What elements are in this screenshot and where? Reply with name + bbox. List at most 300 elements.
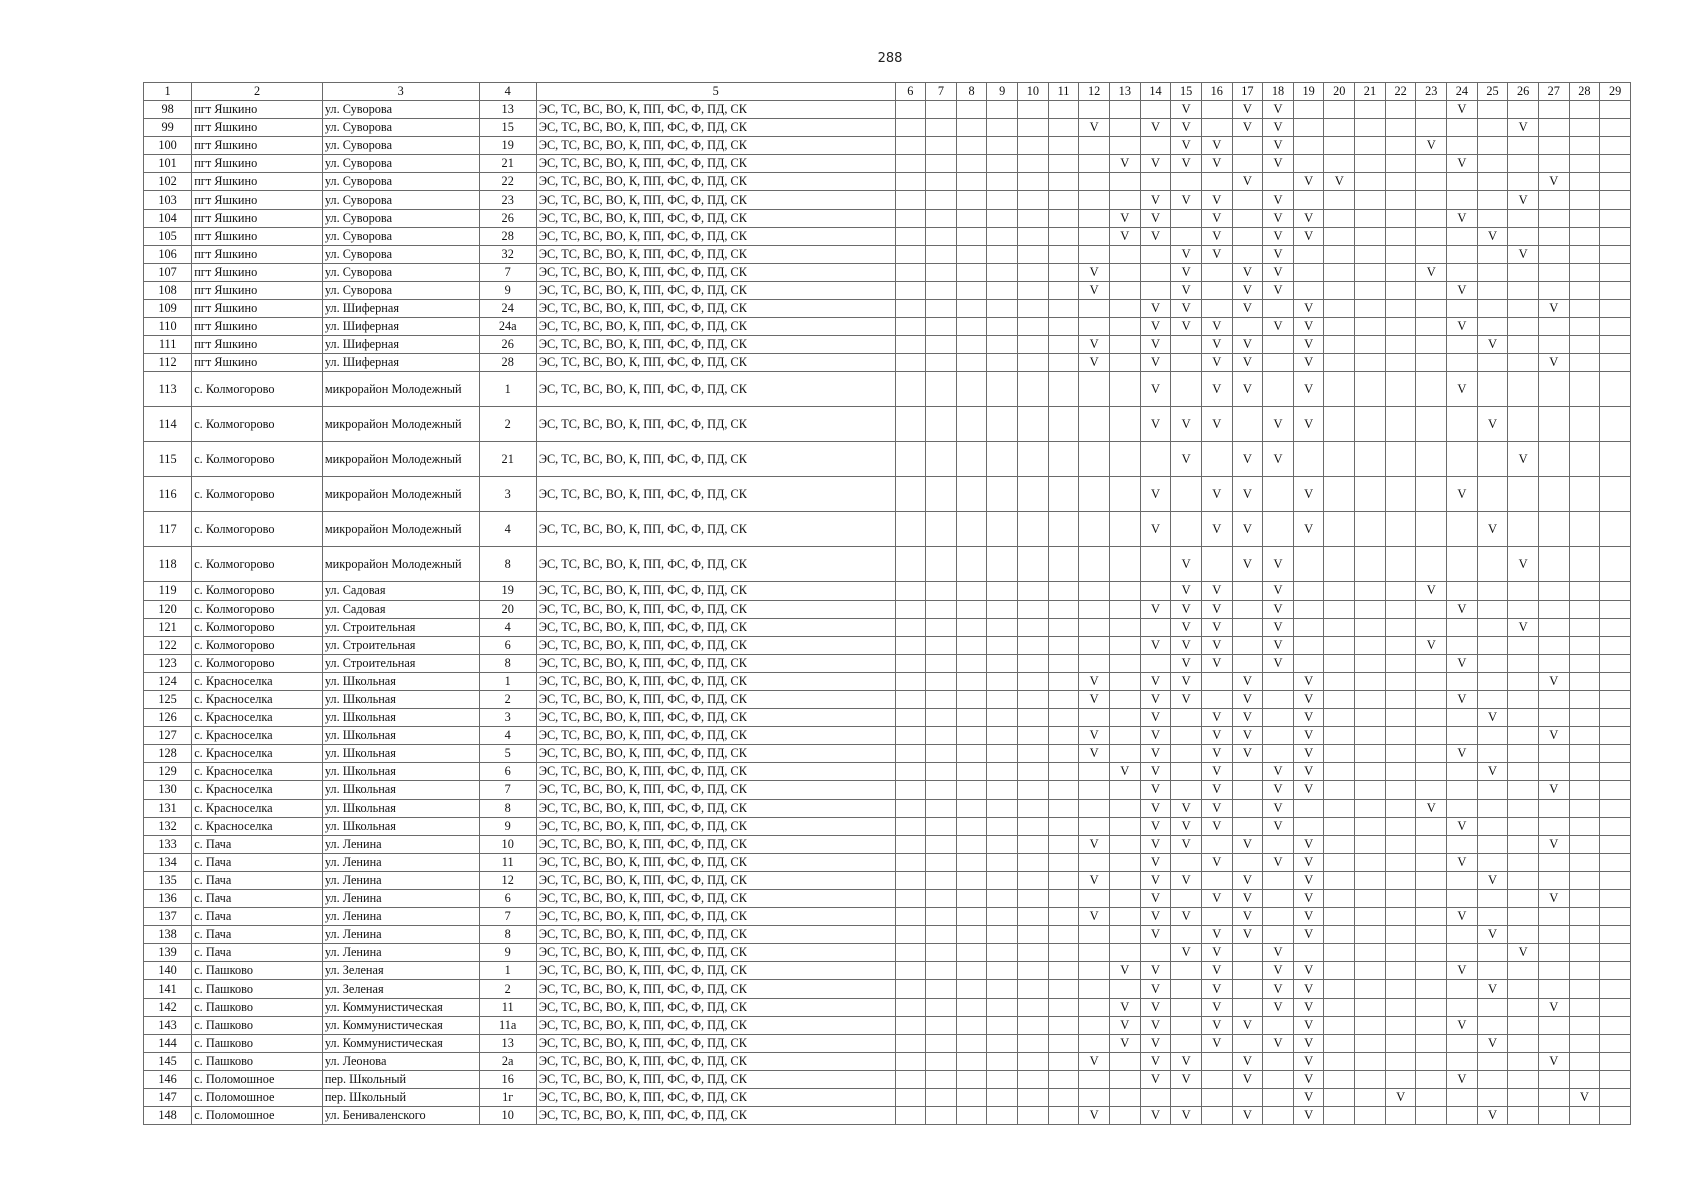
street-cell: ул. Суворова bbox=[322, 119, 479, 137]
street-cell: ул. Школьная bbox=[322, 672, 479, 690]
check-mark-cell: V bbox=[1171, 137, 1202, 155]
empty-cell bbox=[1355, 1052, 1386, 1070]
empty-cell bbox=[1569, 354, 1600, 372]
empty-cell bbox=[1385, 354, 1416, 372]
empty-cell bbox=[1110, 600, 1141, 618]
street-cell: ул. Суворова bbox=[322, 191, 479, 209]
house-number-cell: 11а bbox=[479, 1016, 536, 1034]
empty-cell bbox=[1569, 101, 1600, 119]
empty-cell bbox=[956, 281, 987, 299]
street-cell: ул. Садовая bbox=[322, 600, 479, 618]
empty-cell bbox=[1171, 354, 1202, 372]
empty-cell bbox=[1110, 1089, 1141, 1107]
locality-cell: с. Колмогорово bbox=[192, 512, 323, 547]
check-mark-cell: V bbox=[1293, 407, 1324, 442]
house-number-cell: 2 bbox=[479, 980, 536, 998]
empty-cell bbox=[1569, 890, 1600, 908]
table-row bbox=[144, 318, 1631, 336]
table-row bbox=[144, 763, 1631, 781]
empty-cell bbox=[1600, 890, 1631, 908]
empty-cell bbox=[1048, 654, 1079, 672]
empty-cell bbox=[1508, 281, 1539, 299]
check-mark-cell: V bbox=[1477, 407, 1508, 442]
empty-cell bbox=[1385, 101, 1416, 119]
check-mark-cell: V bbox=[1538, 173, 1569, 191]
row-number-cell: 148 bbox=[144, 1107, 192, 1125]
empty-cell bbox=[926, 281, 957, 299]
check-mark-cell: V bbox=[1079, 672, 1110, 690]
empty-cell bbox=[1416, 1107, 1447, 1125]
empty-cell bbox=[956, 263, 987, 281]
check-mark-cell: V bbox=[1293, 300, 1324, 318]
column-header-24: 24 bbox=[1447, 83, 1478, 101]
empty-cell bbox=[895, 318, 926, 336]
check-mark-cell: V bbox=[1140, 1016, 1171, 1034]
check-mark-cell: V bbox=[1232, 281, 1263, 299]
column-header-17: 17 bbox=[1232, 83, 1263, 101]
empty-cell bbox=[1110, 654, 1141, 672]
empty-cell bbox=[1538, 245, 1569, 263]
empty-cell bbox=[1600, 727, 1631, 745]
empty-cell bbox=[1416, 727, 1447, 745]
empty-cell bbox=[1569, 799, 1600, 817]
empty-cell bbox=[1569, 173, 1600, 191]
check-mark-cell: V bbox=[1110, 998, 1141, 1016]
locality-cell: с. Пача bbox=[192, 890, 323, 908]
house-number-cell: 1 bbox=[479, 962, 536, 980]
services-cell: ЭС, ТС, ВС, ВО, К, ПП, ФС, Ф, ПД, СК bbox=[536, 1107, 895, 1125]
empty-cell bbox=[1048, 1016, 1079, 1034]
check-mark-cell: V bbox=[1171, 672, 1202, 690]
street-cell: ул. Суворова bbox=[322, 245, 479, 263]
check-mark-cell: V bbox=[1232, 1107, 1263, 1125]
empty-cell bbox=[987, 763, 1018, 781]
empty-cell bbox=[956, 372, 987, 407]
empty-cell bbox=[1324, 209, 1355, 227]
street-cell: ул. Суворова bbox=[322, 155, 479, 173]
empty-cell bbox=[1018, 636, 1049, 654]
empty-cell bbox=[956, 709, 987, 727]
check-mark-cell: V bbox=[1293, 1070, 1324, 1088]
empty-cell bbox=[895, 1070, 926, 1088]
street-cell: ул. Ленина bbox=[322, 871, 479, 889]
check-mark-cell: V bbox=[1538, 300, 1569, 318]
empty-cell bbox=[1324, 101, 1355, 119]
row-number-cell: 116 bbox=[144, 477, 192, 512]
empty-cell bbox=[1201, 1089, 1232, 1107]
empty-cell bbox=[1447, 636, 1478, 654]
check-mark-cell: V bbox=[1140, 672, 1171, 690]
empty-cell bbox=[895, 853, 926, 871]
empty-cell bbox=[1110, 980, 1141, 998]
empty-cell bbox=[1110, 582, 1141, 600]
empty-cell bbox=[1048, 582, 1079, 600]
empty-cell bbox=[1324, 799, 1355, 817]
empty-cell bbox=[895, 745, 926, 763]
empty-cell bbox=[1600, 799, 1631, 817]
house-number-cell: 3 bbox=[479, 709, 536, 727]
empty-cell bbox=[1477, 636, 1508, 654]
empty-cell bbox=[926, 372, 957, 407]
empty-cell bbox=[1538, 799, 1569, 817]
empty-cell bbox=[987, 191, 1018, 209]
empty-cell bbox=[1385, 636, 1416, 654]
check-mark-cell: V bbox=[1293, 1052, 1324, 1070]
empty-cell bbox=[1569, 512, 1600, 547]
empty-cell bbox=[895, 799, 926, 817]
check-mark-cell: V bbox=[1140, 890, 1171, 908]
empty-cell bbox=[926, 119, 957, 137]
empty-cell bbox=[1232, 155, 1263, 173]
empty-cell bbox=[1048, 944, 1079, 962]
empty-cell bbox=[1201, 442, 1232, 477]
empty-cell bbox=[1416, 672, 1447, 690]
empty-cell bbox=[1048, 709, 1079, 727]
check-mark-cell: V bbox=[1385, 1089, 1416, 1107]
house-number-cell: 10 bbox=[479, 835, 536, 853]
empty-cell bbox=[1508, 690, 1539, 708]
empty-cell bbox=[1569, 1070, 1600, 1088]
empty-cell bbox=[1600, 547, 1631, 582]
check-mark-cell: V bbox=[1140, 727, 1171, 745]
empty-cell bbox=[1110, 817, 1141, 835]
empty-cell bbox=[1385, 137, 1416, 155]
empty-cell bbox=[987, 137, 1018, 155]
check-mark-cell: V bbox=[1538, 890, 1569, 908]
check-mark-cell: V bbox=[1447, 281, 1478, 299]
check-mark-cell: V bbox=[1201, 926, 1232, 944]
table-row bbox=[144, 1034, 1631, 1052]
empty-cell bbox=[1079, 781, 1110, 799]
empty-cell bbox=[1110, 407, 1141, 442]
table-row bbox=[144, 672, 1631, 690]
empty-cell bbox=[956, 636, 987, 654]
services-cell: ЭС, ТС, ВС, ВО, К, ПП, ФС, Ф, ПД, СК bbox=[536, 980, 895, 998]
check-mark-cell: V bbox=[1140, 300, 1171, 318]
empty-cell bbox=[1293, 654, 1324, 672]
empty-cell bbox=[1416, 547, 1447, 582]
column-header-22: 22 bbox=[1385, 83, 1416, 101]
empty-cell bbox=[1569, 618, 1600, 636]
empty-cell bbox=[956, 354, 987, 372]
empty-cell bbox=[1293, 600, 1324, 618]
empty-cell bbox=[1416, 119, 1447, 137]
empty-cell bbox=[1385, 781, 1416, 799]
check-mark-cell: V bbox=[1171, 654, 1202, 672]
empty-cell bbox=[1508, 1089, 1539, 1107]
empty-cell bbox=[1447, 980, 1478, 998]
empty-cell bbox=[926, 245, 957, 263]
empty-cell bbox=[1569, 1034, 1600, 1052]
empty-cell bbox=[1355, 1034, 1386, 1052]
check-mark-cell: V bbox=[1447, 1070, 1478, 1088]
empty-cell bbox=[926, 600, 957, 618]
check-mark-cell: V bbox=[1232, 512, 1263, 547]
empty-cell bbox=[1600, 636, 1631, 654]
empty-cell bbox=[926, 1034, 957, 1052]
empty-cell bbox=[1416, 853, 1447, 871]
empty-cell bbox=[1477, 137, 1508, 155]
empty-cell bbox=[1355, 690, 1386, 708]
empty-cell bbox=[1416, 835, 1447, 853]
column-header-28: 28 bbox=[1569, 83, 1600, 101]
empty-cell bbox=[1048, 980, 1079, 998]
check-mark-cell: V bbox=[1447, 690, 1478, 708]
check-mark-cell: V bbox=[1171, 944, 1202, 962]
empty-cell bbox=[1079, 173, 1110, 191]
empty-cell bbox=[1293, 636, 1324, 654]
empty-cell bbox=[1232, 137, 1263, 155]
empty-cell bbox=[1324, 709, 1355, 727]
empty-cell bbox=[1079, 618, 1110, 636]
check-mark-cell: V bbox=[1293, 998, 1324, 1016]
check-mark-cell: V bbox=[1201, 318, 1232, 336]
street-cell: ул. Зеленая bbox=[322, 980, 479, 998]
house-number-cell: 22 bbox=[479, 173, 536, 191]
empty-cell bbox=[1048, 690, 1079, 708]
table-body bbox=[144, 101, 1631, 1125]
check-mark-cell: V bbox=[1201, 227, 1232, 245]
empty-cell bbox=[1324, 442, 1355, 477]
services-cell: ЭС, ТС, ВС, ВО, К, ПП, ФС, Ф, ПД, СК bbox=[536, 407, 895, 442]
empty-cell bbox=[1416, 442, 1447, 477]
services-cell: ЭС, ТС, ВС, ВО, К, ПП, ФС, Ф, ПД, СК bbox=[536, 101, 895, 119]
empty-cell bbox=[956, 654, 987, 672]
empty-cell bbox=[1569, 944, 1600, 962]
check-mark-cell: V bbox=[1416, 263, 1447, 281]
empty-cell bbox=[1355, 853, 1386, 871]
empty-cell bbox=[1385, 245, 1416, 263]
services-cell: ЭС, ТС, ВС, ВО, К, ПП, ФС, Ф, ПД, СК bbox=[536, 372, 895, 407]
empty-cell bbox=[926, 727, 957, 745]
table-row bbox=[144, 926, 1631, 944]
check-mark-cell: V bbox=[1263, 600, 1294, 618]
empty-cell bbox=[1508, 853, 1539, 871]
locality-cell: с. Пача bbox=[192, 926, 323, 944]
empty-cell bbox=[1048, 442, 1079, 477]
check-mark-cell: V bbox=[1477, 926, 1508, 944]
empty-cell bbox=[1508, 1034, 1539, 1052]
empty-cell bbox=[1569, 962, 1600, 980]
empty-cell bbox=[956, 871, 987, 889]
check-mark-cell: V bbox=[1293, 962, 1324, 980]
empty-cell bbox=[1355, 354, 1386, 372]
empty-cell bbox=[926, 926, 957, 944]
empty-cell bbox=[926, 1016, 957, 1034]
check-mark-cell: V bbox=[1110, 227, 1141, 245]
empty-cell bbox=[1355, 727, 1386, 745]
check-mark-cell: V bbox=[1477, 871, 1508, 889]
check-mark-cell: V bbox=[1201, 944, 1232, 962]
row-number-cell: 130 bbox=[144, 781, 192, 799]
check-mark-cell: V bbox=[1201, 372, 1232, 407]
check-mark-cell: V bbox=[1171, 442, 1202, 477]
check-mark-cell: V bbox=[1171, 835, 1202, 853]
services-cell: ЭС, ТС, ВС, ВО, К, ПП, ФС, Ф, ПД, СК bbox=[536, 281, 895, 299]
check-mark-cell: V bbox=[1232, 890, 1263, 908]
empty-cell bbox=[1569, 600, 1600, 618]
empty-cell bbox=[895, 1034, 926, 1052]
check-mark-cell: V bbox=[1140, 690, 1171, 708]
empty-cell bbox=[1569, 227, 1600, 245]
empty-cell bbox=[1447, 547, 1478, 582]
empty-cell bbox=[895, 101, 926, 119]
row-number-cell: 121 bbox=[144, 618, 192, 636]
street-cell: ул. Школьная bbox=[322, 799, 479, 817]
column-header-12: 12 bbox=[1079, 83, 1110, 101]
empty-cell bbox=[1538, 980, 1569, 998]
house-number-cell: 20 bbox=[479, 600, 536, 618]
check-mark-cell: V bbox=[1171, 245, 1202, 263]
house-number-cell: 4 bbox=[479, 618, 536, 636]
empty-cell bbox=[1447, 890, 1478, 908]
column-header-29: 29 bbox=[1600, 83, 1631, 101]
empty-cell bbox=[895, 998, 926, 1016]
empty-cell bbox=[1079, 300, 1110, 318]
check-mark-cell: V bbox=[1263, 442, 1294, 477]
check-mark-cell: V bbox=[1140, 1107, 1171, 1125]
empty-cell bbox=[1416, 372, 1447, 407]
check-mark-cell: V bbox=[1201, 1016, 1232, 1034]
empty-cell bbox=[1324, 1052, 1355, 1070]
empty-cell bbox=[956, 781, 987, 799]
empty-cell bbox=[1048, 926, 1079, 944]
street-cell: пер. Школьный bbox=[322, 1089, 479, 1107]
check-mark-cell: V bbox=[1293, 1034, 1324, 1052]
check-mark-cell: V bbox=[1171, 407, 1202, 442]
empty-cell bbox=[1263, 354, 1294, 372]
check-mark-cell: V bbox=[1293, 853, 1324, 871]
empty-cell bbox=[926, 654, 957, 672]
empty-cell bbox=[987, 1070, 1018, 1088]
empty-cell bbox=[956, 763, 987, 781]
empty-cell bbox=[926, 1070, 957, 1088]
check-mark-cell: V bbox=[1171, 101, 1202, 119]
table-row bbox=[144, 944, 1631, 962]
empty-cell bbox=[956, 1107, 987, 1125]
empty-cell bbox=[1538, 1107, 1569, 1125]
empty-cell bbox=[926, 442, 957, 477]
check-mark-cell: V bbox=[1201, 155, 1232, 173]
table-row bbox=[144, 745, 1631, 763]
empty-cell bbox=[1600, 407, 1631, 442]
empty-cell bbox=[1293, 155, 1324, 173]
empty-cell bbox=[1079, 1016, 1110, 1034]
empty-cell bbox=[1416, 227, 1447, 245]
empty-cell bbox=[1477, 547, 1508, 582]
street-cell: микрорайон Молодежный bbox=[322, 407, 479, 442]
check-mark-cell: V bbox=[1293, 512, 1324, 547]
empty-cell bbox=[1416, 817, 1447, 835]
empty-cell bbox=[1355, 709, 1386, 727]
empty-cell bbox=[987, 407, 1018, 442]
empty-cell bbox=[1385, 908, 1416, 926]
row-number-cell: 109 bbox=[144, 300, 192, 318]
empty-cell bbox=[895, 1089, 926, 1107]
street-cell: ул. Строительная bbox=[322, 636, 479, 654]
empty-cell bbox=[1416, 980, 1447, 998]
empty-cell bbox=[1324, 853, 1355, 871]
empty-cell bbox=[1508, 763, 1539, 781]
house-number-cell: 15 bbox=[479, 119, 536, 137]
house-number-cell: 19 bbox=[479, 582, 536, 600]
empty-cell bbox=[1355, 745, 1386, 763]
check-mark-cell: V bbox=[1447, 209, 1478, 227]
empty-cell bbox=[1416, 871, 1447, 889]
empty-cell bbox=[1293, 101, 1324, 119]
empty-cell bbox=[1018, 709, 1049, 727]
services-cell: ЭС, ТС, ВС, ВО, К, ПП, ФС, Ф, ПД, СК bbox=[536, 962, 895, 980]
empty-cell bbox=[1201, 835, 1232, 853]
empty-cell bbox=[1600, 980, 1631, 998]
locality-cell: пгт Яшкино bbox=[192, 137, 323, 155]
empty-cell bbox=[1263, 1016, 1294, 1034]
check-mark-cell: V bbox=[1293, 727, 1324, 745]
empty-cell bbox=[1538, 101, 1569, 119]
table-row bbox=[144, 962, 1631, 980]
empty-cell bbox=[1477, 998, 1508, 1016]
empty-cell bbox=[1232, 1034, 1263, 1052]
empty-cell bbox=[1018, 372, 1049, 407]
table-row bbox=[144, 173, 1631, 191]
check-mark-cell: V bbox=[1140, 745, 1171, 763]
empty-cell bbox=[1324, 318, 1355, 336]
empty-cell bbox=[926, 871, 957, 889]
street-cell: ул. Школьная bbox=[322, 817, 479, 835]
house-number-cell: 9 bbox=[479, 944, 536, 962]
empty-cell bbox=[1079, 853, 1110, 871]
empty-cell bbox=[1385, 654, 1416, 672]
empty-cell bbox=[926, 908, 957, 926]
services-cell: ЭС, ТС, ВС, ВО, К, ПП, ФС, Ф, ПД, СК bbox=[536, 654, 895, 672]
services-cell: ЭС, ТС, ВС, ВО, К, ПП, ФС, Ф, ПД, СК bbox=[536, 1052, 895, 1070]
check-mark-cell: V bbox=[1232, 547, 1263, 582]
empty-cell bbox=[1508, 512, 1539, 547]
street-cell: ул. Шиферная bbox=[322, 318, 479, 336]
empty-cell bbox=[1447, 191, 1478, 209]
street-cell: пер. Школьный bbox=[322, 1070, 479, 1088]
row-number-cell: 135 bbox=[144, 871, 192, 889]
check-mark-cell: V bbox=[1477, 336, 1508, 354]
empty-cell bbox=[1538, 962, 1569, 980]
row-number-cell: 147 bbox=[144, 1089, 192, 1107]
empty-cell bbox=[1018, 745, 1049, 763]
column-header-7: 7 bbox=[926, 83, 957, 101]
locality-cell: с. Колмогорово bbox=[192, 654, 323, 672]
empty-cell bbox=[926, 227, 957, 245]
street-cell: ул. Ленина bbox=[322, 890, 479, 908]
column-header-13: 13 bbox=[1110, 83, 1141, 101]
check-mark-cell: V bbox=[1263, 618, 1294, 636]
empty-cell bbox=[1508, 227, 1539, 245]
check-mark-cell: V bbox=[1447, 853, 1478, 871]
empty-cell bbox=[1355, 944, 1386, 962]
empty-cell bbox=[1324, 119, 1355, 137]
check-mark-cell: V bbox=[1477, 227, 1508, 245]
empty-cell bbox=[895, 600, 926, 618]
empty-cell bbox=[956, 582, 987, 600]
check-mark-cell: V bbox=[1110, 209, 1141, 227]
street-cell: ул. Суворова bbox=[322, 209, 479, 227]
empty-cell bbox=[1171, 763, 1202, 781]
check-mark-cell: V bbox=[1140, 709, 1171, 727]
empty-cell bbox=[1569, 582, 1600, 600]
empty-cell bbox=[926, 781, 957, 799]
empty-cell bbox=[1140, 547, 1171, 582]
empty-cell bbox=[1447, 137, 1478, 155]
empty-cell bbox=[1385, 227, 1416, 245]
empty-cell bbox=[1018, 336, 1049, 354]
